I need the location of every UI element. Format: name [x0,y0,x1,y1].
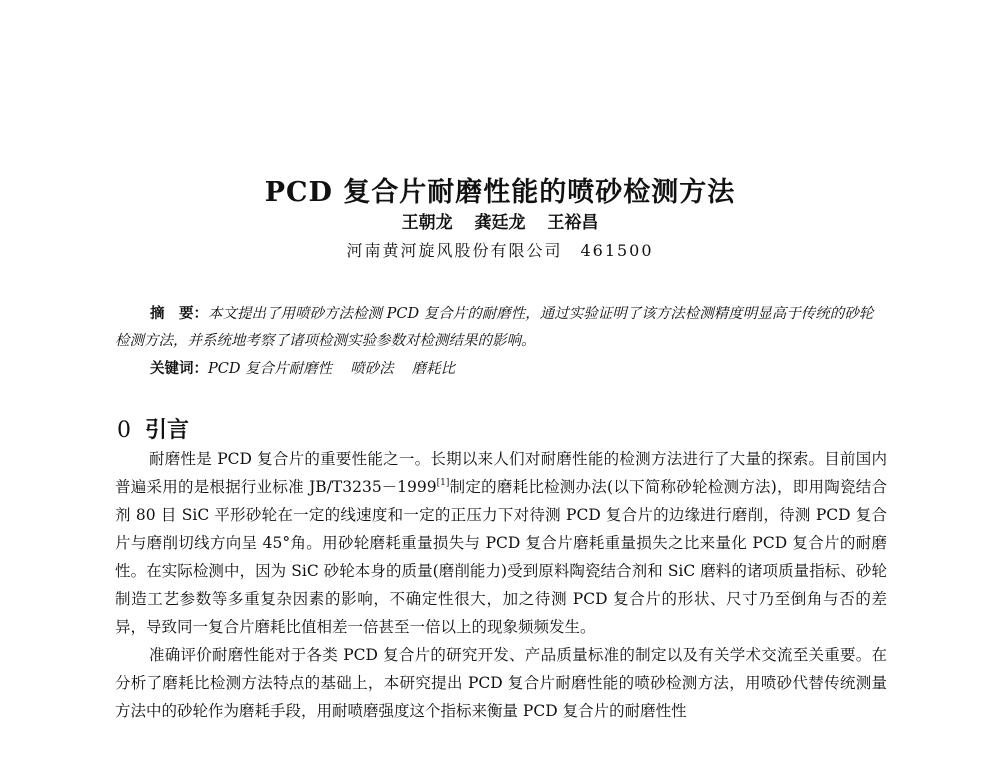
section-number: 0 [117,418,131,443]
paragraph [115,445,887,641]
keywords-label: 关键词： [150,360,208,377]
paper-title: PCD 复合片耐磨性能的喷砂检测方法 [264,177,736,208]
abstract-text: 本文提出了用喷砂方法检测 PCD 复合片的耐磨性，通过实验证明了该方法检测精度明显高于传统的砂轮检测方法，并系统地考察了诸项检测实验参数对检测结果的影响。 [115,306,874,349]
abstract-label: 摘 要： [150,305,208,322]
author-name: 王裕昌 [547,213,599,233]
paragraph-text: 制定的磨耗比检测办法(以下简称砂轮检测方法)，即用陶瓷结合剂 80 目 SiC 平形砂轮在一定的线速度和一定的正压力下对待测 PCD 复合片的边缘进行磨削，待测 PCD 复合片与磨削切线方向呈 45°角。用砂轮磨耗重量损失与 PCD 复合片磨耗重量损失之比来量化 PCD 复合片的耐磨性。在实际检测中，因为 SiC 砂轮本身的质量(磨削能力)受到原料陶瓷结合剂和 SiC 磨料的诸项质量指标、砂轮制造工艺参数等多重复杂因素的影响，不确定性很大，加之待测 PCD 复合片的形状、尺寸乃至倒角与否的差异，导致同一复合片磨耗比值相差一倍甚至一倍以上的现象频频发生。 [115,478,887,636]
body-text [115,445,887,725]
section-heading [117,413,189,444]
author-name: 龚廷龙 [474,213,526,233]
paragraph: 准确评价耐磨性能对于各类 PCD 复合片的研究开发、产品质量标准的制定以及有关学术交流至关重要。在分析了磨耗比检测方法特点的基础上，本研究提出 PCD 复合片耐磨性能的喷砂检测方法，用喷砂代替传统测量方法中的砂轮作为磨耗手段，用耐喷磨强度这个指标来衡量 PCD 复合片的耐磨性性 [115,646,887,720]
citation-ref: [1] [436,478,450,488]
keywords [150,355,885,383]
author-list [0,208,1000,233]
keyword: 磨耗比 [411,361,456,377]
paragraph-text: 耐磨性是 PCD 复合片的重要性能之一。长期以来人们对耐磨性能的检测方法进行了大量的探索。目前国内普遍采用的是根据行业标准 JB/T3235－1999 [115,450,887,496]
keyword: PCD 复合片耐磨性 [208,361,333,377]
author-name: 王朝龙 [401,213,453,233]
affiliation: 河南黄河旋风股份有限公司 461500 [346,241,654,260]
section-title: 引言 [145,418,190,443]
keyword: 喷砂法 [350,361,394,377]
abstract [115,300,885,355]
